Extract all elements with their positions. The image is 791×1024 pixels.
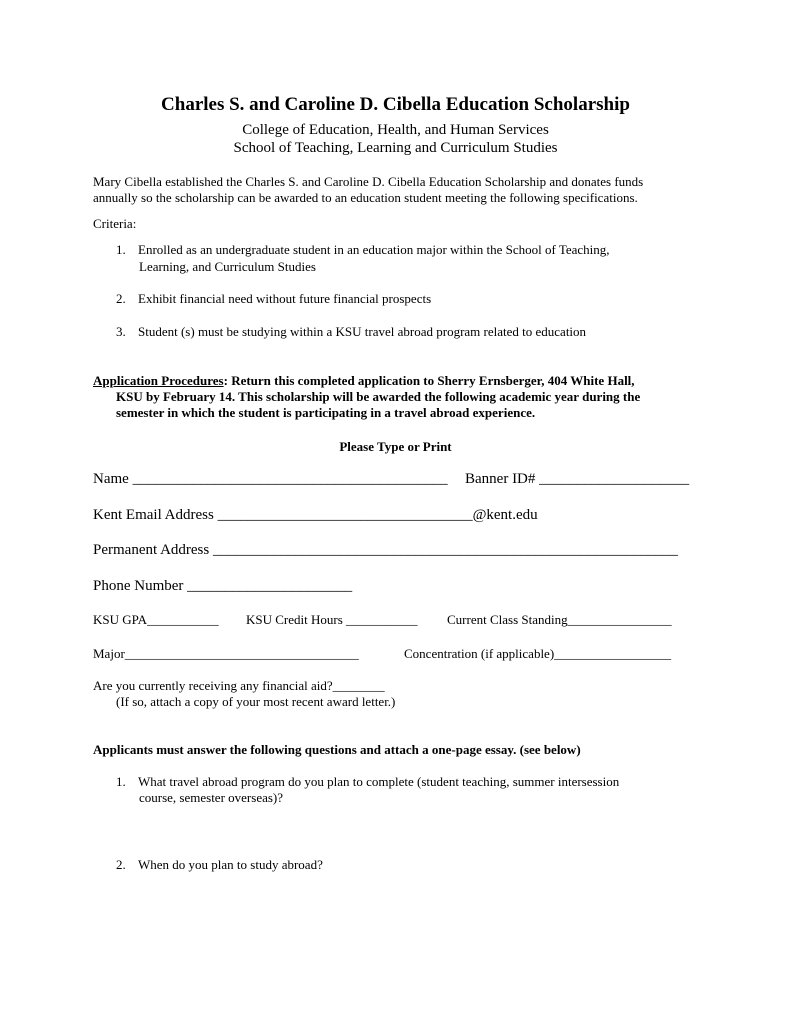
college-name: College of Education, Health, and Human Services bbox=[242, 122, 549, 138]
procedures-line-1 bbox=[93, 373, 635, 389]
procedures-line-3: semester in which the student is participating in a travel abroad experience. bbox=[116, 405, 536, 420]
procedures-heading: Application Procedures bbox=[93, 373, 224, 388]
name-field[interactable]: Name __________________________________________ bbox=[93, 471, 448, 487]
question-text: What travel abroad program do you plan to complete (student teaching, summer intersession bbox=[138, 774, 620, 789]
procedures-line-2: KSU by February 14. This scholarship will be awarded the following academic year during the bbox=[116, 389, 641, 404]
criteria-item-number: 2. bbox=[116, 291, 126, 306]
please-type-heading: Please Type or Print bbox=[339, 439, 452, 454]
ksu-gpa-field[interactable]: KSU GPA___________ bbox=[93, 612, 219, 627]
question-2 bbox=[116, 857, 323, 873]
criteria-item-1-cont: Learning, and Curriculum Studies bbox=[139, 259, 316, 274]
document-title: Charles S. and Caroline D. Cibella Education Scholarship bbox=[161, 94, 630, 115]
procedures-text: : Return this completed application to Sherry Ernsberger, 404 White Hall, bbox=[223, 373, 635, 388]
major-field[interactable]: Major____________________________________ bbox=[93, 646, 359, 661]
criteria-item-2 bbox=[116, 291, 431, 307]
question-1-cont: course, semester overseas)? bbox=[139, 790, 284, 805]
permanent-address-field[interactable]: Permanent Address ______________________________________________________________ bbox=[93, 542, 678, 558]
kent-email-field[interactable]: Kent Email Address __________________________________@kent.edu bbox=[93, 507, 538, 523]
criteria-item-1 bbox=[116, 242, 610, 258]
criteria-item-text: Enrolled as an undergraduate student in an education major within the School of Teaching, bbox=[138, 242, 610, 257]
banner-id-field[interactable]: Banner ID# ____________________ bbox=[465, 471, 690, 487]
financial-aid-note: (If so, attach a copy of your most recent award letter.) bbox=[116, 694, 396, 709]
concentration-field[interactable]: Concentration (if applicable)__________________ bbox=[404, 646, 672, 661]
intro-line-1: Mary Cibella established the Charles S. and Caroline D. Cibella Education Scholarship and donates funds bbox=[93, 174, 644, 189]
phone-number-field[interactable]: Phone Number ______________________ bbox=[93, 578, 353, 594]
criteria-label: Criteria: bbox=[93, 216, 137, 231]
question-text: When do you plan to study abroad? bbox=[138, 857, 323, 872]
question-1 bbox=[116, 774, 619, 790]
criteria-item-number: 3. bbox=[116, 324, 126, 339]
question-number: 2. bbox=[116, 857, 126, 872]
criteria-item-text: Exhibit financial need without future financial prospects bbox=[138, 291, 432, 306]
criteria-item-number: 1. bbox=[116, 242, 126, 257]
financial-aid-field[interactable]: Are you currently receiving any financial aid?________ bbox=[93, 678, 385, 693]
question-number: 1. bbox=[116, 774, 126, 789]
criteria-item-text: Student (s) must be studying within a KSU travel abroad program related to education bbox=[138, 324, 587, 339]
questions-heading: Applicants must answer the following questions and attach a one-page essay. (see below) bbox=[93, 742, 581, 757]
school-name: School of Teaching, Learning and Curriculum Studies bbox=[233, 140, 558, 156]
intro-line-2: annually so the scholarship can be awarded to an education student meeting the following specifications. bbox=[93, 190, 638, 205]
class-standing-field[interactable]: Current Class Standing________________ bbox=[447, 612, 672, 627]
criteria-item-3 bbox=[116, 324, 586, 340]
credit-hours-field[interactable]: KSU Credit Hours ___________ bbox=[246, 612, 418, 627]
